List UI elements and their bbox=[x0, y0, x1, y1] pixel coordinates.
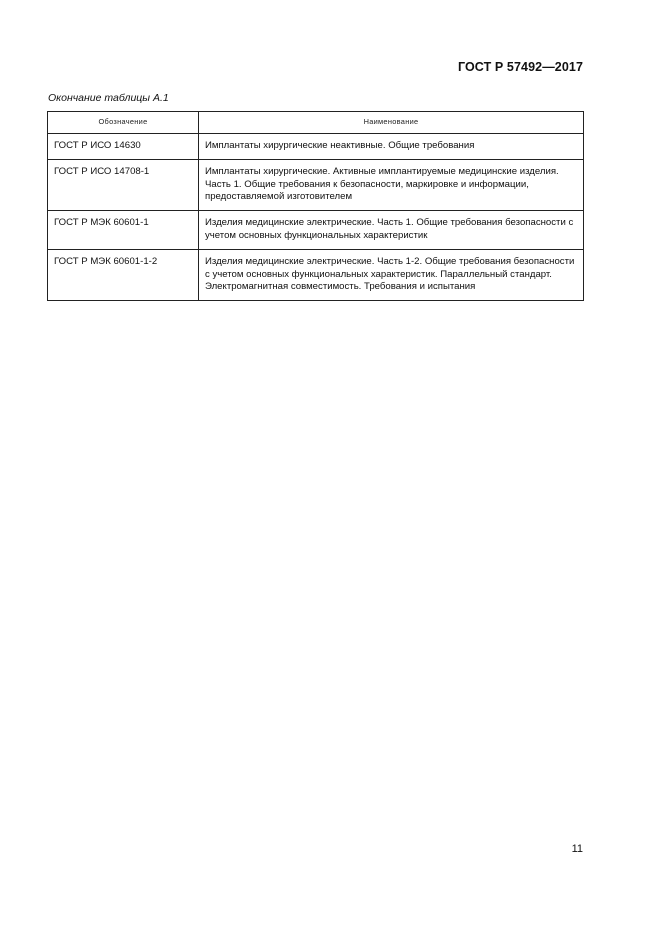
standard-name-cell: Изделия медицинские электрические. Часть 1. Общие требования безопасности с учетом основных функциональных характеристик bbox=[199, 211, 584, 250]
reference-standards-table bbox=[47, 111, 584, 301]
table-header-row bbox=[48, 112, 584, 134]
table-row bbox=[48, 211, 584, 250]
column-header-designation: Обозначение bbox=[48, 112, 199, 134]
page-number: 11 bbox=[571, 843, 583, 855]
table-row bbox=[48, 249, 584, 300]
standard-name-cell: Имплантаты хирургические неактивные. Общие требования bbox=[199, 134, 584, 160]
standard-code-cell: ГОСТ Р ИСО 14708-1 bbox=[48, 159, 199, 210]
standard-name-cell: Изделия медицинские электрические. Часть 1-2. Общие требования безопасности с учетом основных функциональных характеристик. Параллельный стандарт. Электромагнитная совместимость. Требования и испытания bbox=[199, 249, 584, 300]
standard-code-cell: ГОСТ Р ИСО 14630 bbox=[48, 134, 199, 160]
standard-code-cell: ГОСТ Р МЭК 60601-1 bbox=[48, 211, 199, 250]
column-header-name: Наименование bbox=[199, 112, 584, 134]
table-body bbox=[48, 134, 584, 301]
table-row bbox=[48, 159, 584, 210]
table-row bbox=[48, 134, 584, 160]
standard-code-cell: ГОСТ Р МЭК 60601-1-2 bbox=[48, 249, 199, 300]
document-header-standard-number: ГОСТ Р 57492—2017 bbox=[457, 60, 583, 74]
table-caption: Окончание таблицы А.1 bbox=[48, 92, 169, 104]
table-header bbox=[48, 112, 584, 134]
standard-name-cell: Имплантаты хирургические. Активные имплантируемые медицинские изделия. Часть 1. Общие требования к безопасности, маркировке и информации, предоставляемой изготовителем bbox=[199, 159, 584, 210]
